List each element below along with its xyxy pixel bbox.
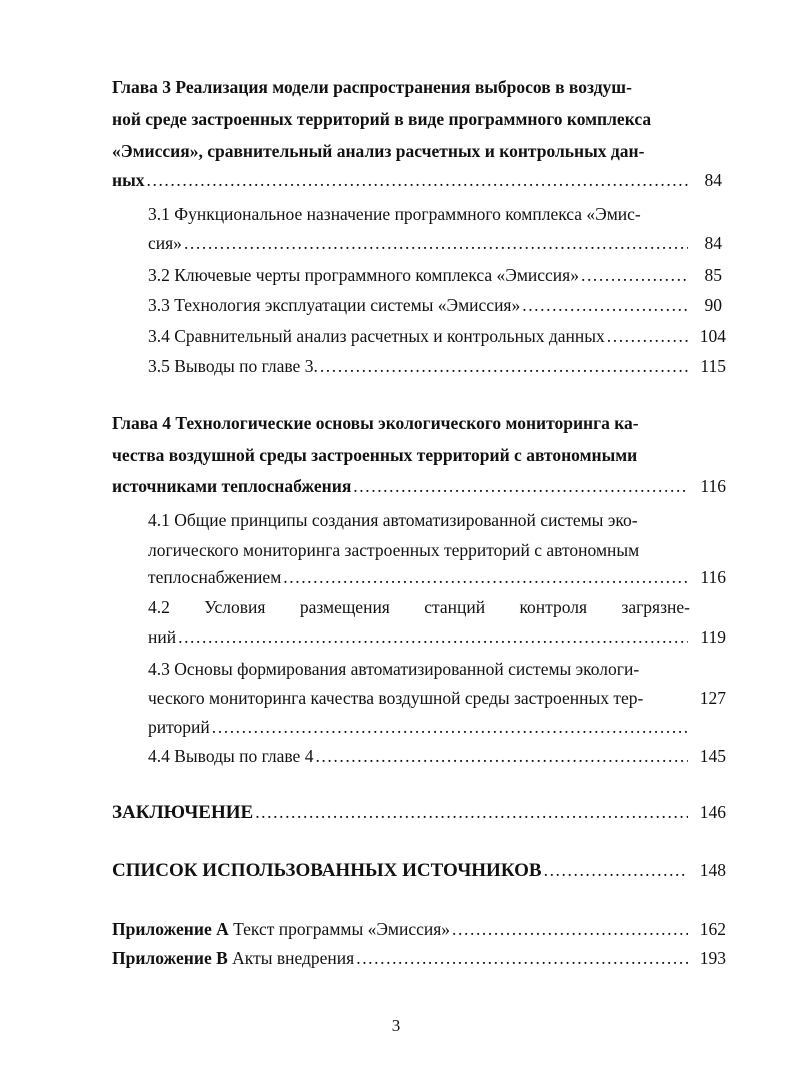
ch4-title-line3: источниками теплоснабжения .....	[112, 471, 690, 501]
leader-dots	[522, 290, 688, 320]
toc-entry-3-4-page: 104	[699, 326, 726, 346]
toc-conclusion: ЗАКЛЮЧЕНИЕ .....	[112, 797, 690, 828]
toc-entry-4-1-page: 116	[700, 567, 726, 587]
ch4-page: 116	[700, 476, 726, 496]
toc-entry-4-1-line1: 4.1 Общие принципы создания автоматизированной системы эко-	[148, 510, 638, 530]
leader-dots	[544, 855, 688, 885]
toc-entry-4-3-line3: риторий .....	[148, 712, 690, 742]
toc-entry-3-1-page: 84	[704, 233, 722, 253]
toc-entry-4-1-line2: логического мониторинга застроенных территорий с автономным	[148, 540, 640, 560]
toc-entry-4-3-line1: 4.3 Основы формирования автоматизированной системы экологи-	[148, 659, 640, 679]
leader-dots	[184, 228, 688, 258]
toc-appendix-a-page: 162	[699, 919, 726, 939]
ch3-page: 84	[704, 170, 722, 190]
leader-dots	[320, 351, 688, 381]
leader-dots	[147, 165, 689, 195]
leader-dots	[212, 712, 688, 742]
toc-entry-3-1-line2: сия» .....	[148, 228, 690, 258]
toc-appendix-a: Приложение А Текст программы «Эмиссия» .....	[112, 914, 690, 944]
toc-appendix-b-page: 193	[699, 948, 726, 968]
leader-dots	[581, 260, 688, 290]
toc-entry-4-4: 4.4 Выводы по главе 4 .....	[148, 741, 690, 771]
ch3-title-line3: «Эмиссия», сравнительный анализ расчетных и контрольных дан-	[112, 141, 645, 161]
toc-entry-3-3: 3.3 Технология эксплуатации системы «Эмиссия» .....	[148, 290, 690, 320]
toc-entry-4-2-page: 119	[700, 627, 726, 647]
ch3-title-line4: ных .....	[112, 165, 690, 195]
ch3-title-line1: Глава 3 Реализация модели распространения выбросов в воздуш-	[112, 77, 632, 97]
ch3-title-line2: ной среде застроенных территорий в виде программного комплекса	[112, 109, 652, 129]
toc-conclusion-page: 146	[699, 802, 726, 822]
toc-sources: СПИСОК ИСПОЛЬЗОВАННЫХ ИСТОЧНИКОВ .....	[112, 855, 690, 886]
toc-entry-3-2-page: 85	[704, 265, 722, 285]
leader-dots	[353, 471, 688, 501]
toc-entry-3-5: 3.5 Выводы по главе 3. .....	[148, 351, 690, 381]
toc-entry-3-1-line1: 3.1 Функциональное назначение программного комплекса «Эмис-	[148, 204, 641, 224]
leader-dots	[607, 321, 688, 351]
toc-entry-4-2-line2: ний .....	[148, 622, 690, 652]
leader-dots	[315, 741, 688, 771]
toc-entry-3-2: 3.2 Ключевые черты программного комплекса «Эмиссия» .....	[148, 260, 690, 290]
leader-dots	[356, 943, 688, 973]
toc-entry-4-2-line1: 4.2 Условия размещения станций контроля загрязне-	[148, 597, 690, 617]
leader-dots	[178, 622, 688, 652]
leader-dots	[452, 914, 688, 944]
toc-entry-3-4: 3.4 Сравнительный анализ расчетных и контрольных данных .....	[148, 321, 690, 351]
toc-entry-4-3-page: 127	[699, 688, 726, 708]
toc-entry-3-5-page: 115	[700, 356, 726, 376]
toc-entry-4-1-line3: теплоснабжением .....	[148, 562, 690, 592]
toc-entry-4-3-line2: ческого мониторинга качества воздушной среды застроенных тер-	[148, 688, 644, 708]
leader-dots	[255, 797, 688, 827]
toc-appendix-b: Приложение В Акты внедрения .....	[112, 943, 690, 973]
ch4-title-line2: чества воздушной среды застроенных территорий с автономными	[112, 445, 638, 465]
toc-entry-4-4-page: 145	[699, 746, 726, 766]
ch4-title-line1: Глава 4 Технологические основы экологического мониторинга ка-	[112, 413, 639, 433]
toc-sources-page: 148	[699, 860, 726, 880]
toc-entry-3-3-page: 90	[704, 295, 722, 315]
leader-dots	[283, 562, 688, 592]
page-number: 3	[391, 1016, 401, 1035]
